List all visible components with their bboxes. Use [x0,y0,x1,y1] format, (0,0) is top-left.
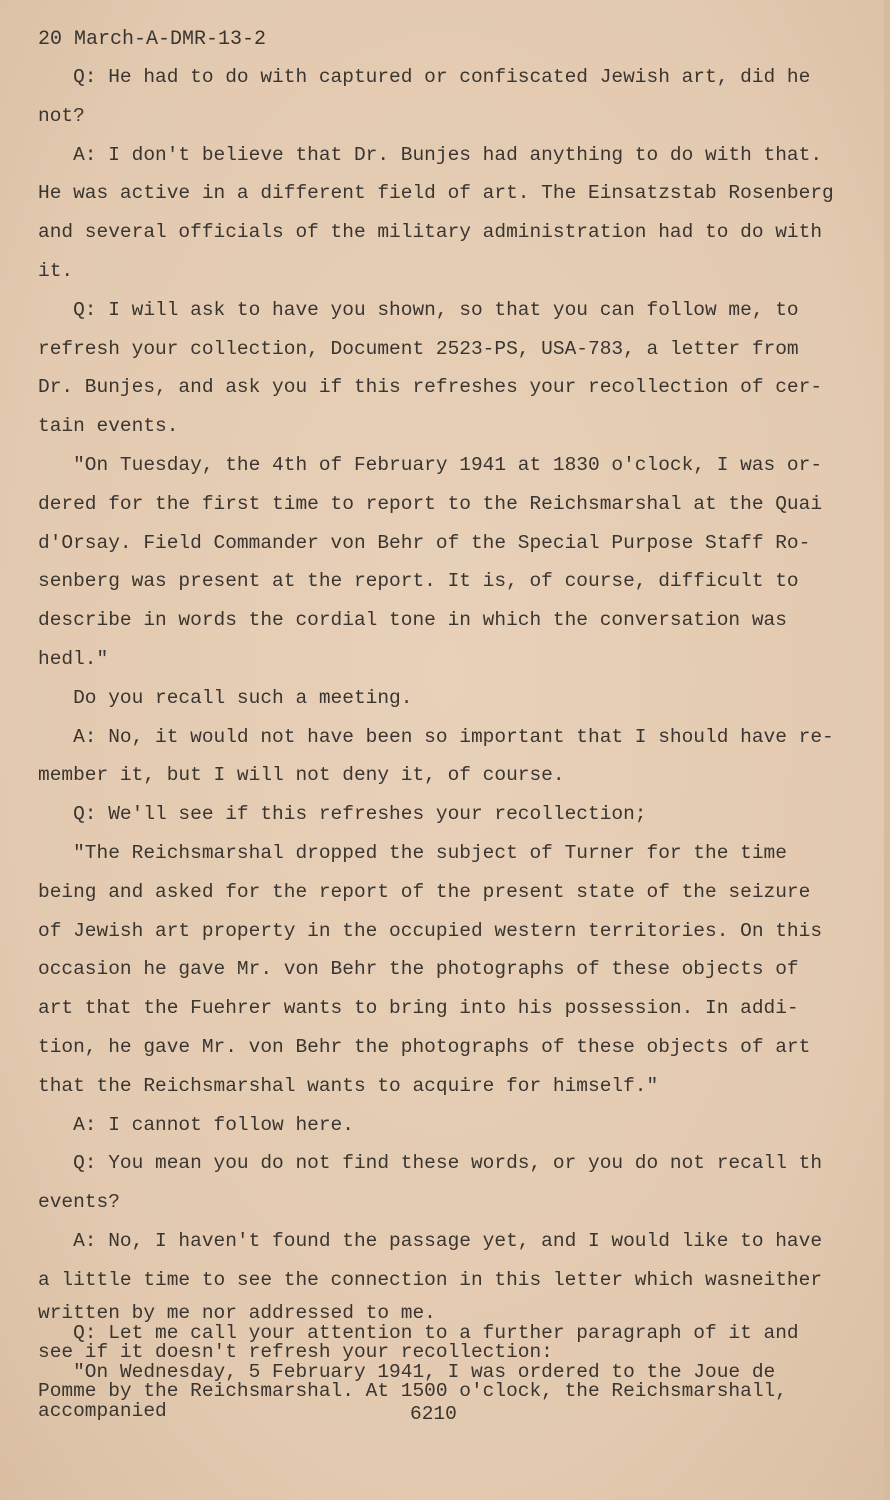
text-line: member it, but I will not deny it, of course. [38,764,565,787]
text-line: Q: You mean you do not find these words, or you do not recall th [38,1152,823,1175]
text-line: He was active in a different field of art. The Einsatzstab Rosenberg [38,182,834,205]
text-line: describe in words the cordial tone in which the conversation was [38,609,787,632]
text-line: Dr. Bunjes, and ask you if this refreshes your recollection of cer- [38,376,823,399]
text-line: see if it doesn't refresh your recollection: [38,1343,553,1363]
text-line: Q: He had to do with captured or confiscated Jewish art, did he [38,66,811,88]
text-line: written by me nor addressed to me. [38,1304,436,1324]
text-line: not? [38,104,85,127]
text-line: Q: We'll see if this refreshes your recollection; [38,803,647,826]
text-line: accompanied [38,1401,167,1422]
text-line: d'Orsay. Field Commander von Behr of the Special Purpose Staff Ro- [38,531,811,554]
text-line: Q: I will ask to have you shown, so that you can follow me, to [38,298,799,321]
text-line: tain events. [38,415,179,438]
text-line: refresh your collection, Document 2523-PS, USA-783, a letter from [38,337,799,360]
text-line: it. [38,259,74,282]
text-line: Pomme by the Reichsmarshal. At 1500 o'clock, the Reichsmarshall, [38,1382,787,1402]
text-line: "On Tuesday, the 4th of February 1941 at 1830 o'clock, I was or- [38,453,823,476]
text-line: being and asked for the report of the present state of the seizure [38,880,811,903]
text-line: occasion he gave Mr. von Behr the photographs of these objects of [38,958,799,981]
text-line: a little time to see the connection in this letter which wasneither [38,1268,823,1291]
text-line: dered for the first time to report to the Reichsmarshal at the Quai [38,492,823,515]
text-line: of Jewish art property in the occupied western territories. On this [38,919,823,942]
text-line: Q: Let me call your attention to a further paragraph of it and [38,1323,799,1344]
text-line: "On Wednesday, 5 February 1941, I was ordered to the Joue de [38,1362,776,1383]
text-line: and several officials of the military administration had to do with [38,221,823,244]
text-line: events? [38,1191,120,1214]
page-number: 6210 [410,1403,457,1425]
text-line: tion, he gave Mr. von Behr the photographs of these objects of art [38,1035,811,1058]
text-line: art that the Fuehrer wants to bring into his possession. In addi- [38,997,799,1020]
text-line: A: I don't believe that Dr. Bunjes had anything to do with that. [38,143,823,166]
body-text [38,58,838,1300]
text-line: A: No, it would not have been so important that I should have re- [38,725,834,748]
text-line: A: I cannot follow here. [38,1113,354,1136]
page-edge [884,0,890,1500]
text-line: Do you recall such a meeting. [38,686,413,709]
text-line: A: No, I haven't found the passage yet, and I would like to have [38,1229,823,1252]
text-line: senberg was present at the report. It is, of course, difficult to [38,570,799,593]
text-line: "The Reichsmarshal dropped the subject of Turner for the time [38,841,787,864]
page-header: 20 March-A-DMR-13-2 [38,28,267,51]
text-line: hedl." [38,647,109,670]
text-line: that the Reichsmarshal wants to acquire for himself." [38,1074,659,1097]
